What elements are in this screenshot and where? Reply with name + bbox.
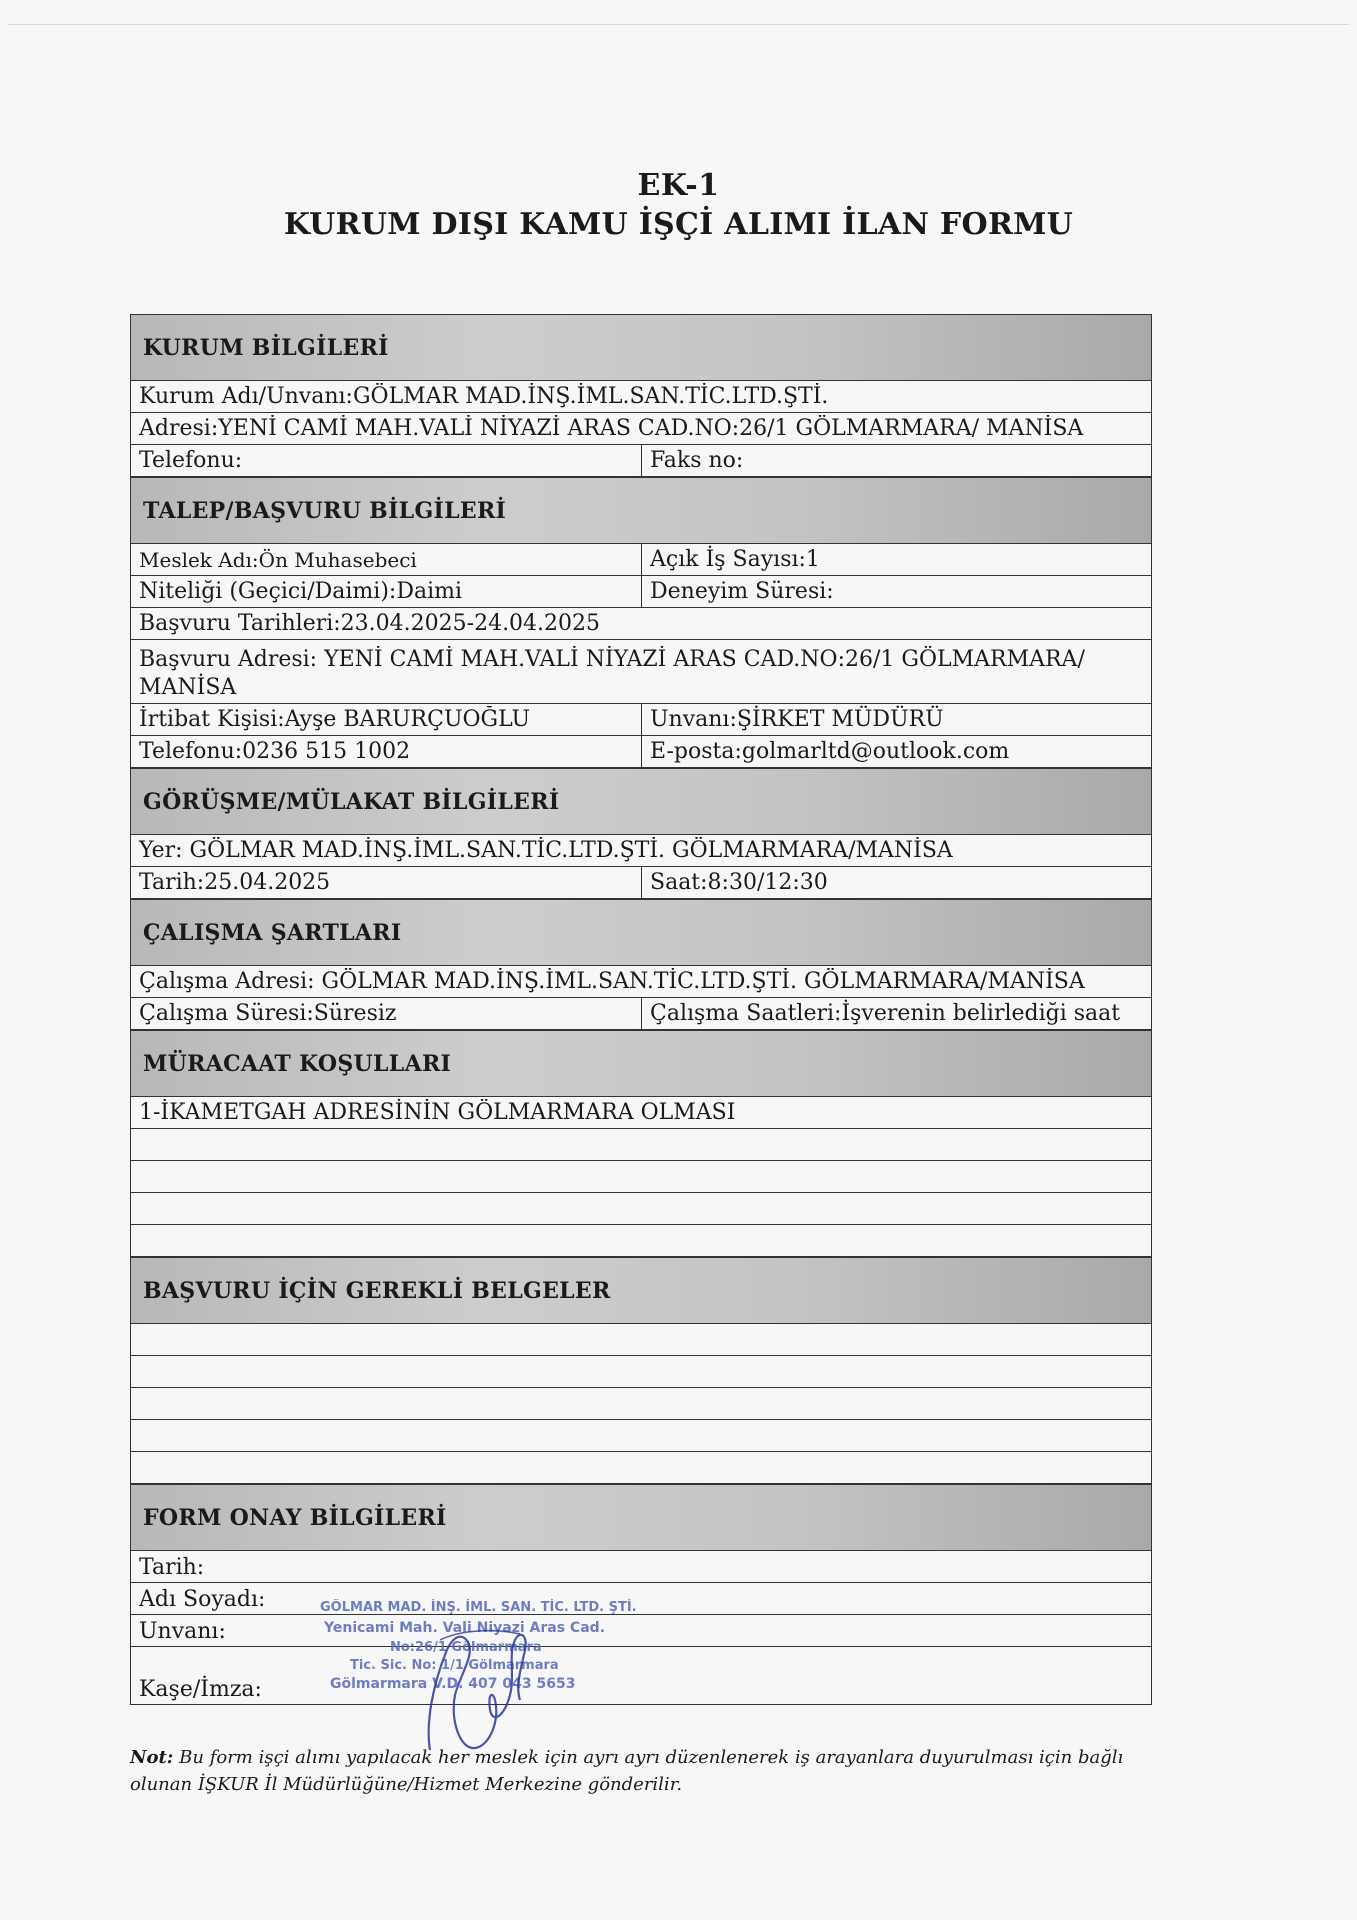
approval-row — [131, 1551, 1151, 1583]
section-header-work-conditions: ÇALIŞMA ŞARTLARI — [131, 899, 1151, 966]
position-type-field: Niteliği (Geçici/Daimi):Daimi — [139, 579, 463, 604]
requirement-item — [131, 1191, 1151, 1192]
requirement-row — [131, 1193, 1151, 1225]
section-header-institution: KURUM BİLGİLERİ — [131, 314, 1151, 381]
document-title — [0, 168, 1357, 242]
approval-date-label: Tarih: — [139, 1555, 205, 1580]
stamp-line: Gölmarmara V.D. 407 043 5653 — [330, 1676, 576, 1692]
approval-stamp-signature-label: Kaşe/İmza: — [139, 1677, 262, 1702]
requirement-item — [131, 1159, 1151, 1160]
approval-row — [131, 1615, 1151, 1647]
institution-name-field: Kurum Adı/Unvanı:GÖLMAR MAD.İNŞ.İML.SAN.TİC.LTD.ŞTİ. — [139, 384, 829, 409]
section-header-requirements: MÜRACAAT KOŞULLARI — [131, 1030, 1151, 1097]
contact-email-field: E-posta:golmarltd@outlook.com — [641, 736, 1151, 767]
interview-date-field: Tarih:25.04.2025 — [139, 870, 331, 895]
requirement-row — [131, 1225, 1151, 1257]
open-positions-field: Açık İş Sayısı:1 — [641, 544, 1151, 575]
form-row — [131, 998, 1151, 1030]
document-row — [131, 1452, 1151, 1484]
form-row — [131, 966, 1151, 998]
annex-label: EK-1 — [637, 168, 720, 203]
form-row — [131, 445, 1151, 477]
application-address-field: Başvuru Adresi: YENİ CAMİ MAH.VALİ NİYAZİ ARAS CAD.NO:26/1 GÖLMARMARA/ MANİSA — [139, 647, 1085, 700]
form-row — [131, 381, 1151, 413]
approval-name-label: Adı Soyadı: — [139, 1587, 266, 1612]
contact-title-field: Unvanı:ŞİRKET MÜDÜRÜ — [641, 704, 1151, 735]
form-row — [131, 835, 1151, 867]
document-row — [131, 1420, 1151, 1452]
section-header-documents: BAŞVURU İÇİN GEREKLİ BELGELER — [131, 1257, 1151, 1324]
document-item — [131, 1354, 1151, 1355]
requirement-item — [131, 1223, 1151, 1224]
requirement-item — [131, 1255, 1151, 1256]
institution-fax-field: Faks no: — [641, 445, 1151, 476]
form-row — [131, 544, 1151, 576]
interview-location-field: Yer: GÖLMAR MAD.İNŞ.İML.SAN.TİC.LTD.ŞTİ. GÖLMARMARA/MANİSA — [139, 838, 953, 863]
form-row — [131, 867, 1151, 899]
document-item — [131, 1386, 1151, 1387]
form-row — [131, 736, 1151, 768]
form-row — [131, 640, 1151, 704]
contact-phone-field: Telefonu:0236 515 1002 — [139, 739, 411, 764]
experience-field: Deneyim Süresi: — [641, 576, 1151, 607]
work-duration-field: Çalışma Süresi:Süresiz — [139, 1001, 397, 1026]
document-item — [131, 1482, 1151, 1483]
document-row — [131, 1388, 1151, 1420]
contact-person-field: İrtibat Kişisi:Ayşe BARURÇUOĞLU — [139, 707, 531, 732]
occupation-field: Meslek Adı:Ön Muhasebeci — [139, 548, 417, 572]
document-row — [131, 1356, 1151, 1388]
note-label: Not: — [130, 1747, 174, 1768]
note-text: Bu form işçi alımı yapılacak her meslek için ayrı ayrı düzenlenerek iş arayanlara duyurulması için bağlı olunan İŞKUR İl Müdürlüğüne/Hizmet Merkezine gönderilir. — [130, 1747, 1124, 1795]
approval-row — [131, 1583, 1151, 1615]
requirement-row — [131, 1129, 1151, 1161]
section-header-interview: GÖRÜŞME/MÜLAKAT BİLGİLERİ — [131, 768, 1151, 835]
institution-phone-field: Telefonu: — [139, 448, 243, 473]
institution-address-field: Adresi:YENİ CAMİ MAH.VALİ NİYAZİ ARAS CAD.NO:26/1 GÖLMARMARA/ MANİSA — [139, 416, 1084, 441]
section-header-application: TALEP/BAŞVURU BİLGİLERİ — [131, 477, 1151, 544]
interview-time-field: Saat:8:30/12:30 — [641, 867, 1151, 898]
approval-title-label: Unvanı: — [139, 1619, 226, 1644]
approval-row — [131, 1647, 1151, 1705]
requirement-item: 1-İKAMETGAH ADRESİNİN GÖLMARMARA OLMASI — [139, 1100, 736, 1125]
stamp-line: No:26/1 Gölmarmara — [390, 1640, 542, 1655]
announcement-form — [130, 314, 1152, 1705]
form-row — [131, 413, 1151, 445]
form-row — [131, 608, 1151, 640]
work-hours-field: Çalışma Saatleri:İşverenin belirlediği saat — [641, 998, 1151, 1029]
requirement-row — [131, 1161, 1151, 1193]
form-row — [131, 704, 1151, 736]
stamp-line: Tic. Sic. No: 1/1 Gölmarmara — [350, 1658, 559, 1673]
form-row — [131, 576, 1151, 608]
application-dates-field: Başvuru Tarihleri:23.04.2025-24.04.2025 — [139, 611, 601, 636]
stamp-line: GÖLMAR MAD. İNŞ. İML. SAN. TİC. LTD. ŞTİ. — [320, 1600, 637, 1615]
work-address-field: Çalışma Adresi: GÖLMAR MAD.İNŞ.İML.SAN.TİC.LTD.ŞTİ. GÖLMARMARA/MANİSA — [139, 969, 1085, 994]
page-top-border — [8, 24, 1349, 25]
requirement-row — [131, 1097, 1151, 1129]
document-item — [131, 1418, 1151, 1419]
footer-note — [130, 1744, 1190, 1798]
form-title: KURUM DIŞI KAMU İŞÇİ ALIMI İLAN FORMU — [283, 207, 1074, 242]
document-row — [131, 1324, 1151, 1356]
stamp-line: Yenicami Mah. Vali Niyazi Aras Cad. — [324, 1620, 606, 1636]
section-header-approval: FORM ONAY BİLGİLERİ — [131, 1484, 1151, 1551]
document-item — [131, 1450, 1151, 1451]
